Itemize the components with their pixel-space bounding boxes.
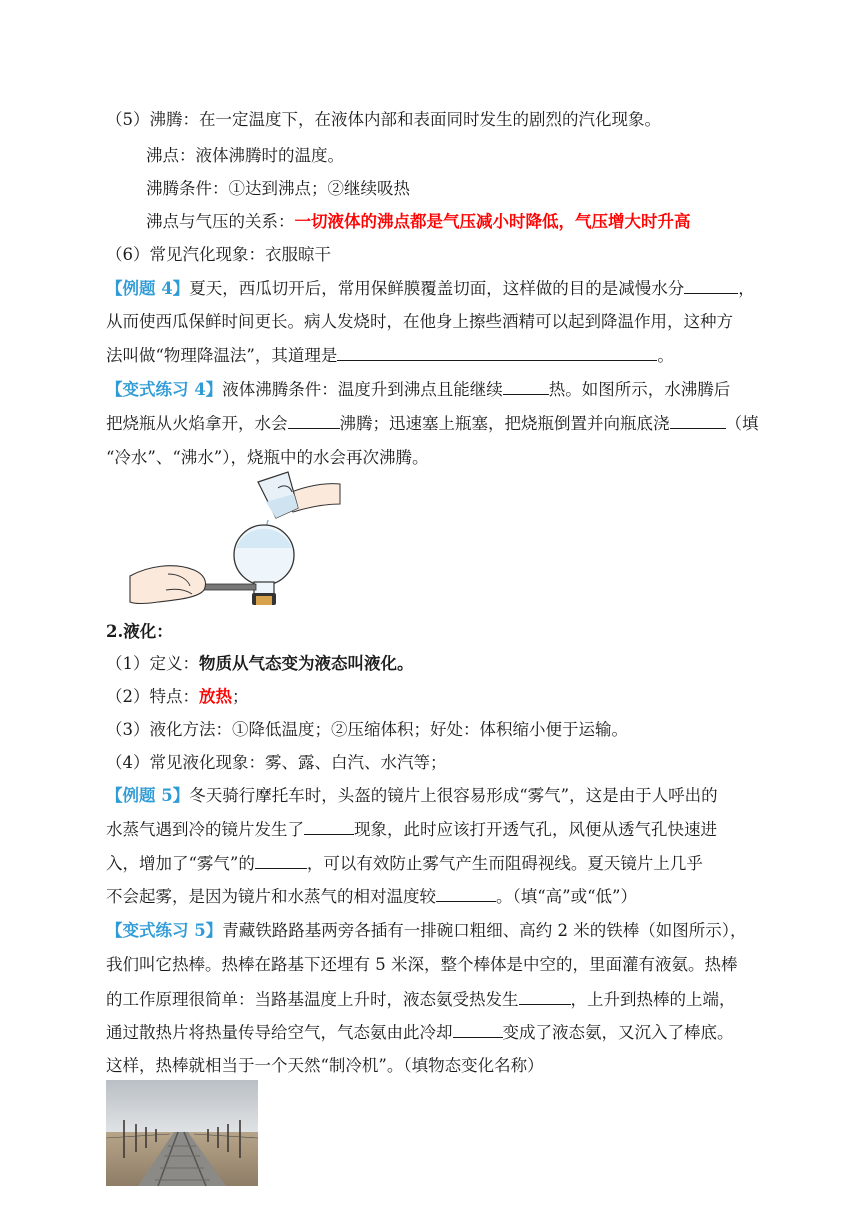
variant5-text: 的工作原理很简单：当路基温度上升时，液态氨受热发生 <box>106 990 519 1009</box>
variant4-line2 <box>106 411 759 436</box>
example4-text: 夏天，西瓜切开后，常用保鲜膜覆盖切面，这样做的目的是减慢水分 <box>189 279 685 298</box>
example5-text: 。（填“高”或“低”） <box>496 887 637 906</box>
answer-blank[interactable] <box>255 851 307 869</box>
example5-line4 <box>106 884 637 909</box>
variant4-text: 液体沸腾条件：温度升到沸点且能继续 <box>222 380 503 399</box>
variant5-tag: 【变式练习 5】 <box>106 921 223 940</box>
boiling-heading: （5）沸腾：在一定温度下，在液体内部和表面同时发生的剧烈的汽化现象。 <box>106 110 661 129</box>
example4-line1 <box>106 276 755 301</box>
example4-line2: 从而使西瓜保鲜时间更长。病人发烧时，在他身上擦些酒精可以起到降温作用，这种方 <box>106 312 733 331</box>
variant5-line1 <box>106 919 746 943</box>
example5-text: 冬天骑行摩托车时，头盔的镜片上很容易形成“雾气”，这是由于人呼出的 <box>189 786 718 805</box>
feature-end: ； <box>232 687 249 706</box>
example4-line3 <box>106 343 674 368</box>
example5-text: 水蒸气遇到冷的镜片发生了 <box>106 820 304 839</box>
example5-line2 <box>106 817 717 842</box>
example5-line3 <box>106 851 703 876</box>
railway-heat-rods-photo <box>106 1080 258 1186</box>
variant5-line4 <box>106 1020 734 1045</box>
example4-tag: 【例题 4】 <box>106 279 190 298</box>
feature-line <box>106 685 249 709</box>
variant5-text: 变成了液态氨，又沉入了棒底。 <box>502 1023 734 1042</box>
example5-line1 <box>106 784 718 808</box>
example5-tag: 【例题 5】 <box>106 786 190 805</box>
answer-blank[interactable] <box>304 817 354 835</box>
answer-blank[interactable] <box>337 343 657 361</box>
answer-blank[interactable] <box>684 276 738 294</box>
definition-label: （1）定义： <box>106 654 199 673</box>
methods-line: （3）液化方法：①降低温度；②压缩体积；好处：体积缩小便于运输。 <box>106 720 628 739</box>
pressure-rule: 一切液体的沸点都是气压减小时降低，气压增大时升高 <box>294 212 691 231</box>
variant5-text: ，上升到热棒的上端， <box>570 990 736 1009</box>
answer-blank[interactable] <box>453 1020 503 1038</box>
example5-text: ，可以有效防止雾气产生而阻碍视线。夏天镜片上几乎 <box>306 854 703 873</box>
feature-label: （2）特点： <box>106 687 199 706</box>
variant5-line5: 这样，热棒就相当于一个天然“制冷机”。（填物态变化名称） <box>106 1056 544 1075</box>
answer-blank[interactable] <box>436 884 496 902</box>
answer-blank[interactable] <box>503 377 549 395</box>
variant4-text: 热。如图所示，水沸腾后 <box>548 380 731 399</box>
answer-blank[interactable] <box>288 411 340 429</box>
section-title: 2.液化： <box>106 622 173 641</box>
example5-text: 现象，此时应该打开透气孔，风便从透气孔快速进 <box>354 820 717 839</box>
feature-text: 放热 <box>199 687 232 706</box>
variant4-text: （填 <box>725 414 759 433</box>
definition-line <box>106 652 414 676</box>
pressure-relation <box>146 210 691 234</box>
answer-blank[interactable] <box>519 987 571 1005</box>
answer-blank[interactable] <box>670 411 726 429</box>
variant5-line2: 我们叫它热棒。热棒在路基下还埋有 5 米深，整个棒体是中空的，里面灌有液氨。热棒 <box>106 955 738 974</box>
variant5-line3 <box>106 987 736 1012</box>
example4-text: ， <box>738 279 755 298</box>
example5-text: 入，增加了“雾气”的 <box>106 854 255 873</box>
boiling-point: 沸点：液体沸腾时的温度。 <box>146 146 344 165</box>
example4-text: 法叫做“物理降温法”，其道理是 <box>106 346 338 365</box>
variant4-tag: 【变式练习 4】 <box>106 380 223 399</box>
variant4-line1 <box>106 377 730 402</box>
definition-text: 物质从气态变为液态叫液化。 <box>199 654 414 673</box>
example4-text: 。 <box>657 346 674 365</box>
common-vaporization: （6）常见汽化现象：衣服晾干 <box>106 245 331 264</box>
example5-text: 不会起雾，是因为镜片和水蒸气的相对温度较 <box>106 887 436 906</box>
boiling-conditions: 沸腾条件：①达到沸点；②继续吸热 <box>146 179 410 198</box>
variant4-line3: “冷水”、“沸水”），烧瓶中的水会再次沸腾。 <box>106 448 429 467</box>
variant5-text: 青藏铁路路基两旁各插有一排碗口粗细、高约 2 米的铁棒（如图所示）， <box>222 921 747 940</box>
pressure-label: 沸点与气压的关系： <box>146 212 295 231</box>
variant4-text: 沸腾；迅速塞上瓶塞，把烧瓶倒置并向瓶底浇 <box>339 414 670 433</box>
common-liquefaction: （4）常见液化现象：雾、露、白汽、水汽等； <box>106 753 447 772</box>
variant4-text: 把烧瓶从火焰拿开，水会 <box>106 414 288 433</box>
flask-experiment-icon <box>128 470 343 608</box>
variant5-text: 通过散热片将热量传导给空气，气态氨由此冷却 <box>106 1023 453 1042</box>
